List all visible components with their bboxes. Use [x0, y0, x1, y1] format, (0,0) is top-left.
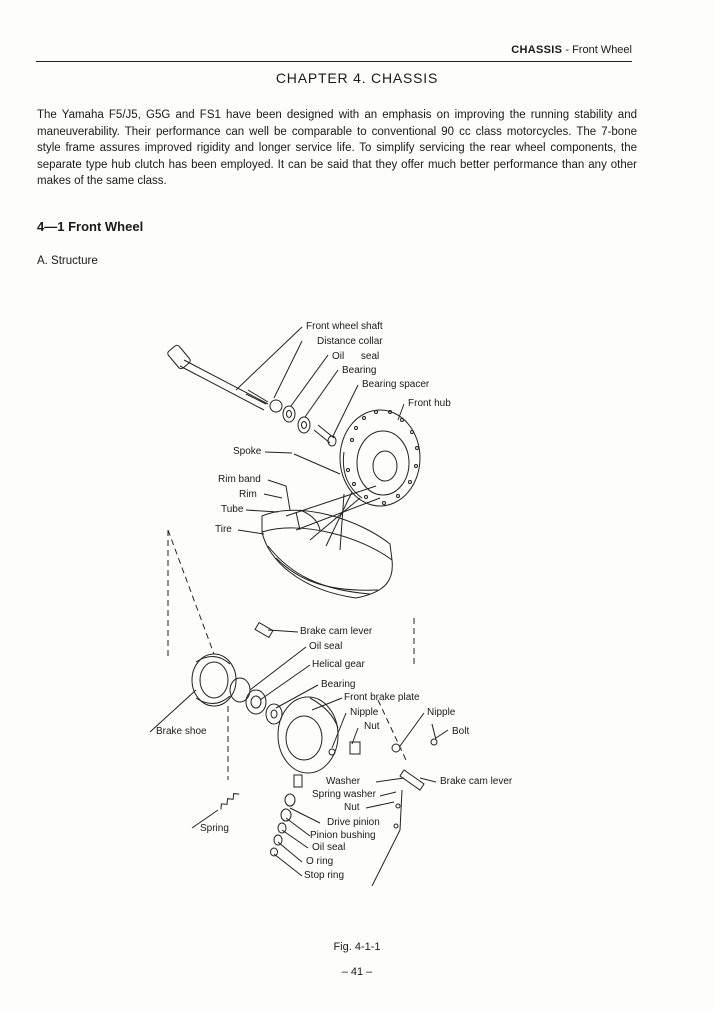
label-washer: Washer: [326, 776, 361, 787]
nut-drawing: [350, 742, 360, 754]
assembly-guide-lines: [168, 530, 414, 780]
figure-caption: Fig. 4-1-1: [333, 941, 381, 953]
label-bearing-2: Bearing: [321, 679, 356, 690]
label-front-wheel-shaft: Front wheel shaft: [306, 321, 383, 332]
label-brake-cam-lever-2: Brake cam lever: [440, 776, 513, 787]
label-helical-gear: Helical gear: [312, 659, 365, 670]
brake-shoe-drawing: [192, 654, 236, 706]
label-stop-ring: Stop ring: [304, 870, 345, 881]
label-spoke: Spoke: [233, 446, 262, 457]
spoke-drawing: [294, 454, 340, 474]
drive-pinion-drawing: [271, 775, 303, 856]
label-rim: Rim: [239, 489, 257, 500]
front-wheel-shaft-drawing: [167, 344, 268, 410]
label-front-brake-plate: Front brake plate: [344, 692, 420, 703]
oil-seal-drawing: [283, 406, 295, 422]
label-spring-washer: Spring washer: [312, 789, 376, 800]
front-brake-plate-drawing: [278, 697, 338, 773]
label-oil-seal-1: Oil seal: [332, 351, 380, 362]
label-pinion-bushing: Pinion bushing: [310, 830, 376, 841]
label-nut-1: Nut: [364, 721, 380, 732]
page-number: – 41 –: [341, 966, 373, 978]
label-drive-pinion: Drive pinion: [327, 817, 380, 828]
subsection-heading: A. Structure: [37, 255, 98, 267]
distance-collar-drawing: [270, 400, 282, 412]
label-brake-cam-lever-1: Brake cam lever: [300, 626, 373, 637]
label-brake-shoe: Brake shoe: [156, 726, 207, 737]
label-nut-2: Nut: [344, 802, 360, 813]
intro-paragraph: The Yamaha F5/J5, G5G and FS1 have been designed with an emphasis on improving the running stability and maneuverability. Their performance can well be comparable to conventional 90 cc class motorcycles. The 7-bone style frame assures improved rigidity and longer service life. To simplify servicing the rear wheel components, the separate type hub clutch has been employed. It can be said that they offer much better performance than any other makes of the same class.: [37, 109, 637, 188]
label-bolt: Bolt: [452, 726, 470, 737]
label-bearing-spacer: Bearing spacer: [362, 379, 430, 390]
leader-lines: [150, 327, 448, 876]
header-section: CHASSIS: [511, 44, 563, 56]
label-oil-seal-2: Oil seal: [309, 641, 343, 652]
label-front-hub: Front hub: [408, 398, 451, 409]
label-bearing-1: Bearing: [342, 365, 377, 376]
label-nipple-1: Nipple: [350, 707, 379, 718]
section-heading: 4—1 Front Wheel: [37, 219, 144, 234]
label-distance-collar: Distance collar: [317, 336, 383, 347]
tire-rim-drawing: [262, 486, 392, 598]
label-oil-seal-3: Oil seal: [312, 842, 346, 853]
label-tube: Tube: [221, 504, 244, 515]
bolt-drawing: [432, 724, 436, 740]
chapter-title: CHAPTER 4. CHASSIS: [275, 70, 439, 86]
label-tire: Tire: [215, 524, 232, 535]
header-subsection: - Front Wheel: [565, 44, 632, 56]
spring-drawing: [218, 791, 239, 809]
label-spring: Spring: [200, 823, 229, 834]
front-hub-drawing: [340, 410, 420, 506]
label-nipple-2: Nipple: [427, 707, 456, 718]
nipple-2-drawing: [392, 744, 400, 752]
oil-seal-2-drawing: [230, 678, 250, 702]
label-rim-band: Rim band: [218, 474, 261, 485]
helical-gear-drawing: [246, 690, 266, 714]
label-o-ring: O ring: [306, 856, 334, 867]
nipple-drawing: [329, 749, 335, 755]
bearing-drawing: [298, 417, 310, 433]
